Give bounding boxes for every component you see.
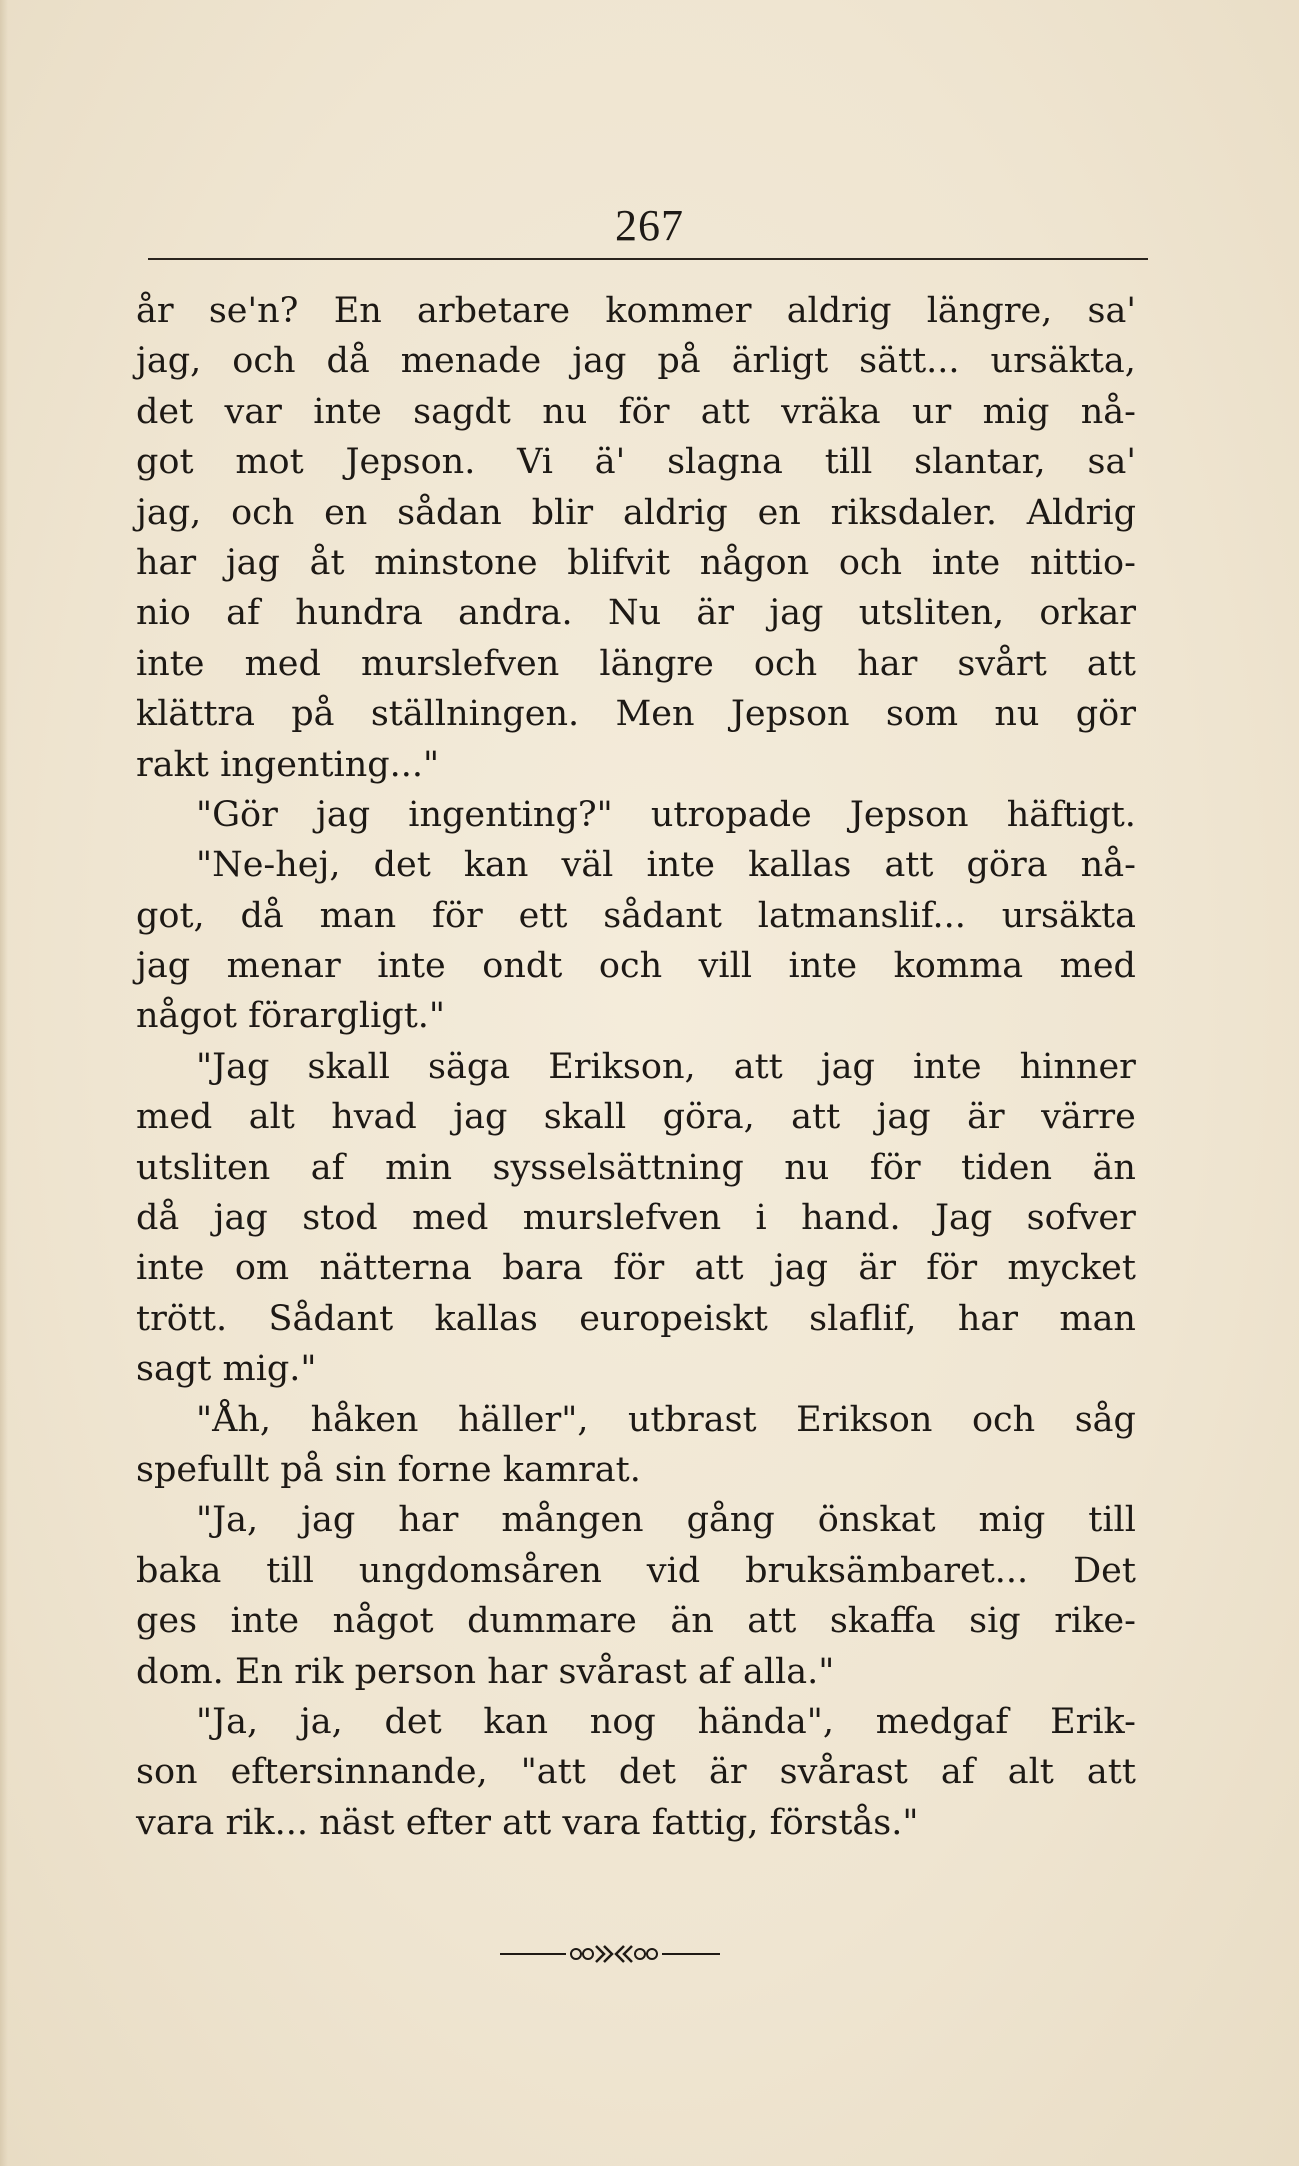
word: mig — [978, 1500, 1046, 1541]
word: aldrig — [622, 492, 728, 533]
word: än — [670, 1601, 714, 1642]
word: jag — [769, 593, 824, 634]
word: "Ne-hej, — [196, 845, 341, 886]
word: nu — [994, 694, 1040, 735]
word: värre — [1041, 1097, 1136, 1138]
word: vid — [646, 1550, 701, 1591]
word: sa' — [1087, 291, 1136, 331]
word: det — [373, 845, 431, 886]
word: orkar — [1039, 593, 1136, 634]
word: ur — [911, 391, 952, 432]
word: inte — [377, 946, 446, 987]
word: med — [1059, 946, 1136, 987]
text-line — [136, 1092, 1136, 1142]
text-line — [136, 286, 1136, 336]
word: sysselsättning — [492, 1147, 744, 1188]
word: med — [136, 1097, 213, 1138]
word: inte — [230, 1601, 300, 1642]
word: och — [753, 643, 818, 684]
word: trött. — [136, 1298, 228, 1339]
word: Jepson — [730, 694, 850, 735]
word: jag, — [136, 492, 202, 533]
word: baka — [136, 1550, 222, 1591]
word: längre, — [926, 291, 1053, 331]
word: ä' — [594, 442, 626, 483]
word: En — [234, 1651, 284, 1692]
word: forne — [397, 1449, 492, 1490]
word: då — [240, 895, 284, 936]
word: var — [224, 391, 282, 432]
word: någon — [699, 542, 810, 583]
word: vräka — [781, 391, 881, 432]
word: inte — [136, 643, 205, 684]
word: till — [266, 1550, 314, 1591]
word: en — [324, 492, 368, 533]
word: hundra — [295, 593, 423, 634]
word: sådant — [603, 895, 722, 936]
word: i — [755, 1198, 767, 1239]
word: för — [618, 391, 670, 432]
word: att — [733, 1046, 783, 1087]
word: är — [709, 1752, 747, 1793]
word: som — [885, 694, 959, 735]
word: rike- — [1054, 1601, 1136, 1642]
word: vara — [562, 1802, 641, 1843]
text-line — [136, 891, 1136, 941]
word: Jepson — [849, 794, 969, 835]
word: förstås." — [769, 1802, 919, 1843]
end-ornament — [500, 1942, 720, 1966]
word: till — [1088, 1500, 1136, 1541]
word: sig — [969, 1601, 1021, 1642]
word: nu — [542, 391, 588, 432]
word: inte — [931, 542, 1001, 583]
word: af — [226, 593, 260, 634]
word: jag — [301, 1500, 356, 1541]
word: mången — [501, 1500, 644, 1541]
word: inte — [646, 845, 715, 886]
word: mig." — [222, 1349, 317, 1390]
word: har — [398, 1500, 459, 1541]
word: Erik- — [1050, 1701, 1136, 1742]
word: Nu — [607, 593, 662, 634]
word: ursäkta, — [990, 341, 1136, 382]
word: "Åh, — [196, 1399, 272, 1440]
word: på — [291, 694, 335, 735]
word: sagdt — [413, 391, 511, 432]
word: inte — [913, 1046, 982, 1087]
word: jag — [225, 542, 280, 583]
text-line — [136, 488, 1136, 538]
word: nio — [136, 593, 191, 634]
word: det — [618, 1752, 676, 1793]
word: klättra — [136, 694, 255, 735]
word: än — [1092, 1147, 1136, 1188]
word: ingenting..." — [220, 744, 440, 785]
word: blifvit — [567, 542, 671, 583]
word: om — [234, 1248, 290, 1289]
text-line — [136, 991, 1136, 1041]
word: väl — [561, 845, 614, 886]
word: häller", — [457, 1399, 589, 1440]
word: son — [136, 1752, 198, 1793]
word: då — [136, 1198, 180, 1239]
word: af — [310, 1147, 345, 1188]
word: är — [696, 593, 735, 634]
word: med — [412, 1198, 489, 1239]
word: skall — [543, 1097, 627, 1138]
word: år — [136, 291, 174, 331]
word: tiden — [961, 1147, 1053, 1188]
word: önskat — [817, 1500, 936, 1541]
word: inte — [136, 1248, 205, 1289]
word: latmanslif... — [757, 895, 966, 936]
word: med — [244, 643, 321, 684]
word: jag — [876, 1097, 931, 1138]
word: Aldrig — [1026, 492, 1136, 533]
word: inte — [788, 946, 858, 987]
text-line — [136, 588, 1136, 638]
word: ingenting?" — [408, 794, 613, 835]
text-line — [136, 538, 1136, 588]
word: och — [971, 1399, 1036, 1440]
word: skaffa — [829, 1601, 936, 1642]
word: säga — [428, 1046, 511, 1087]
word: har — [136, 542, 197, 583]
word: att — [791, 1097, 841, 1138]
word: alt — [1007, 1752, 1054, 1793]
word: Jag — [934, 1198, 993, 1239]
text-line — [136, 790, 1136, 840]
word: och — [231, 492, 295, 533]
word: ungdomsåren — [358, 1550, 602, 1591]
word: person — [354, 1651, 477, 1692]
word: Erikson — [796, 1399, 933, 1440]
word: sådan — [397, 492, 502, 533]
word: mig — [982, 391, 1050, 432]
word: för — [926, 1248, 978, 1289]
word: att — [884, 845, 934, 886]
word: "Ja, — [196, 1701, 259, 1742]
text-line — [136, 941, 1136, 991]
word: nog — [589, 1701, 656, 1742]
word: för — [869, 1147, 921, 1188]
word: Erikson, — [548, 1046, 696, 1087]
word: det — [384, 1701, 442, 1742]
word: jag — [773, 1248, 828, 1289]
word: Sådant — [268, 1298, 394, 1339]
word: min — [385, 1147, 453, 1188]
word: har — [957, 1298, 1019, 1339]
word: sagt — [136, 1349, 212, 1390]
word: dom. — [136, 1651, 224, 1692]
word: rik — [294, 1651, 344, 1692]
word: längre — [599, 643, 714, 684]
word: aldrig — [786, 291, 892, 331]
word: kan — [483, 1701, 549, 1742]
word: Jepson. — [345, 442, 476, 483]
text-line — [136, 1798, 1136, 1848]
word: got, — [136, 895, 205, 936]
word: inte — [313, 391, 382, 432]
word: stod — [302, 1198, 378, 1239]
page-edge-shadow — [0, 0, 8, 2166]
text-line — [136, 1143, 1136, 1193]
word: skall — [307, 1046, 390, 1087]
text-line — [136, 740, 1136, 790]
word: jag — [572, 341, 627, 382]
word: att — [700, 391, 750, 432]
word: ges — [136, 1601, 198, 1642]
word: Vi — [517, 442, 553, 483]
word: har — [487, 1651, 548, 1692]
word: jag — [213, 1198, 268, 1239]
word: svårast — [779, 1752, 908, 1793]
word: "att — [520, 1752, 586, 1793]
word: jag — [453, 1097, 508, 1138]
word: sa' — [1087, 442, 1136, 483]
word: nå- — [1080, 845, 1136, 886]
word: komma — [893, 946, 1024, 987]
word: något — [332, 1601, 434, 1642]
word: utropade — [650, 794, 812, 835]
word: att — [747, 1601, 797, 1642]
word: och — [838, 542, 903, 583]
word: näst — [319, 1802, 395, 1843]
word: har — [857, 643, 918, 684]
word: nätterna — [319, 1248, 472, 1289]
word: man — [319, 895, 397, 936]
word: jag — [820, 1046, 875, 1087]
word: en — [757, 492, 801, 533]
word: är — [967, 1097, 1005, 1138]
word: arbetare — [417, 291, 571, 331]
word: att — [694, 1248, 744, 1289]
word: mycket — [1007, 1248, 1136, 1289]
text-line — [136, 387, 1136, 437]
word: och — [598, 946, 663, 987]
word: rakt — [136, 744, 209, 785]
word: till — [824, 442, 873, 483]
word: got — [136, 442, 194, 483]
word: ärligt — [731, 341, 829, 382]
word: medgaf — [875, 1701, 1009, 1742]
word: kamrat. — [502, 1449, 641, 1490]
word: ursäkta — [1001, 895, 1136, 936]
text-line — [136, 1747, 1136, 1797]
word: åt — [309, 542, 345, 583]
word: Det — [1073, 1550, 1136, 1591]
word: för — [432, 895, 483, 936]
word: slagna — [667, 442, 783, 483]
word: ondt — [482, 946, 563, 987]
text-line — [136, 437, 1136, 487]
word: jag — [316, 794, 371, 835]
text-line — [136, 1647, 1136, 1697]
word: minstone — [374, 542, 538, 583]
word: hvad — [331, 1097, 417, 1138]
text-line — [136, 1395, 1136, 1445]
word: hända", — [697, 1701, 835, 1742]
word: "Gör — [196, 794, 278, 835]
text-line — [136, 1596, 1136, 1646]
word: riksdaler. — [830, 492, 997, 533]
word: häftigt. — [1006, 794, 1136, 835]
word: slantar, — [914, 442, 1046, 483]
word: andra. — [458, 593, 573, 634]
word: vara — [136, 1802, 215, 1843]
word: eftersinnande, — [230, 1752, 488, 1793]
word: nittio- — [1029, 542, 1136, 583]
word: hinner — [1019, 1046, 1136, 1087]
word: se'n? — [208, 291, 299, 331]
word: vill — [698, 946, 753, 987]
word: göra — [966, 845, 1048, 886]
word: jag, — [136, 341, 202, 382]
text-line — [136, 1193, 1136, 1243]
word: bruksämbaret... — [745, 1550, 1029, 1591]
word: gör — [1075, 694, 1136, 735]
word: såg — [1074, 1399, 1136, 1440]
word: af — [697, 1651, 732, 1692]
body-text — [136, 286, 1136, 1848]
text-line — [136, 1294, 1136, 1344]
word: alla." — [742, 1651, 835, 1692]
word: blir — [531, 492, 594, 533]
word: fattig, — [651, 1802, 759, 1843]
word: för — [613, 1248, 665, 1289]
text-line — [136, 1697, 1136, 1747]
word: kallas — [434, 1298, 538, 1339]
word: att — [1086, 1752, 1136, 1793]
word: det — [136, 391, 194, 432]
word: jag — [136, 946, 191, 987]
word: hand. — [801, 1198, 901, 1239]
word: dummare — [467, 1601, 637, 1642]
word: kallas — [748, 845, 852, 886]
word: att — [1086, 643, 1136, 684]
word: att — [502, 1802, 552, 1843]
word: murslefven — [360, 643, 560, 684]
text-line — [136, 1445, 1136, 1495]
word: utbrast — [627, 1399, 757, 1440]
word: svårast — [558, 1651, 687, 1692]
text-line — [136, 1546, 1136, 1596]
text-line — [136, 1495, 1136, 1545]
word: sofver — [1026, 1198, 1136, 1239]
word: nå- — [1080, 391, 1136, 432]
word: något — [136, 996, 237, 1037]
page-number: 267 — [615, 201, 684, 250]
word: spefullt — [136, 1449, 270, 1490]
word: murslefven — [522, 1198, 722, 1239]
text-line — [136, 336, 1136, 386]
word: ja, — [299, 1701, 343, 1742]
word: göra, — [662, 1097, 755, 1138]
word: sin — [334, 1449, 387, 1490]
word: "Ja, — [196, 1500, 259, 1541]
word: menade — [400, 341, 542, 382]
word: gång — [686, 1500, 775, 1541]
word: efter — [405, 1802, 491, 1843]
word: är — [858, 1248, 896, 1289]
word: utsliten, — [858, 593, 1005, 634]
word: och — [232, 341, 296, 382]
word: på — [280, 1449, 324, 1490]
word: på — [657, 341, 701, 382]
text-line — [136, 1344, 1136, 1394]
word: svårt — [957, 643, 1047, 684]
word: håken — [310, 1399, 419, 1440]
word: bara — [502, 1248, 584, 1289]
word: ett — [518, 895, 568, 936]
text-line — [136, 1243, 1136, 1293]
word: alt — [248, 1097, 295, 1138]
word: sätt... — [859, 341, 960, 382]
text-line — [136, 1042, 1136, 1092]
header-rule — [148, 258, 1148, 260]
word: rik... — [225, 1802, 308, 1843]
word: En — [333, 291, 382, 331]
text-line — [136, 840, 1136, 890]
word: utsliten — [136, 1147, 271, 1188]
word: förargligt." — [248, 996, 445, 1037]
word: menar — [226, 946, 341, 987]
text-line — [136, 639, 1136, 689]
word: då — [326, 341, 370, 382]
word: kommer — [605, 291, 752, 331]
word: nu — [784, 1147, 830, 1188]
word: man — [1059, 1298, 1136, 1339]
word: kan — [463, 845, 529, 886]
text-line — [136, 689, 1136, 739]
word: "Jag — [196, 1046, 270, 1087]
word: slaflif, — [809, 1298, 917, 1339]
word: mot — [235, 442, 304, 483]
word: Men — [615, 694, 695, 735]
word: europeiskt — [579, 1298, 768, 1339]
word: ställningen. — [370, 694, 580, 735]
word: af — [940, 1752, 975, 1793]
